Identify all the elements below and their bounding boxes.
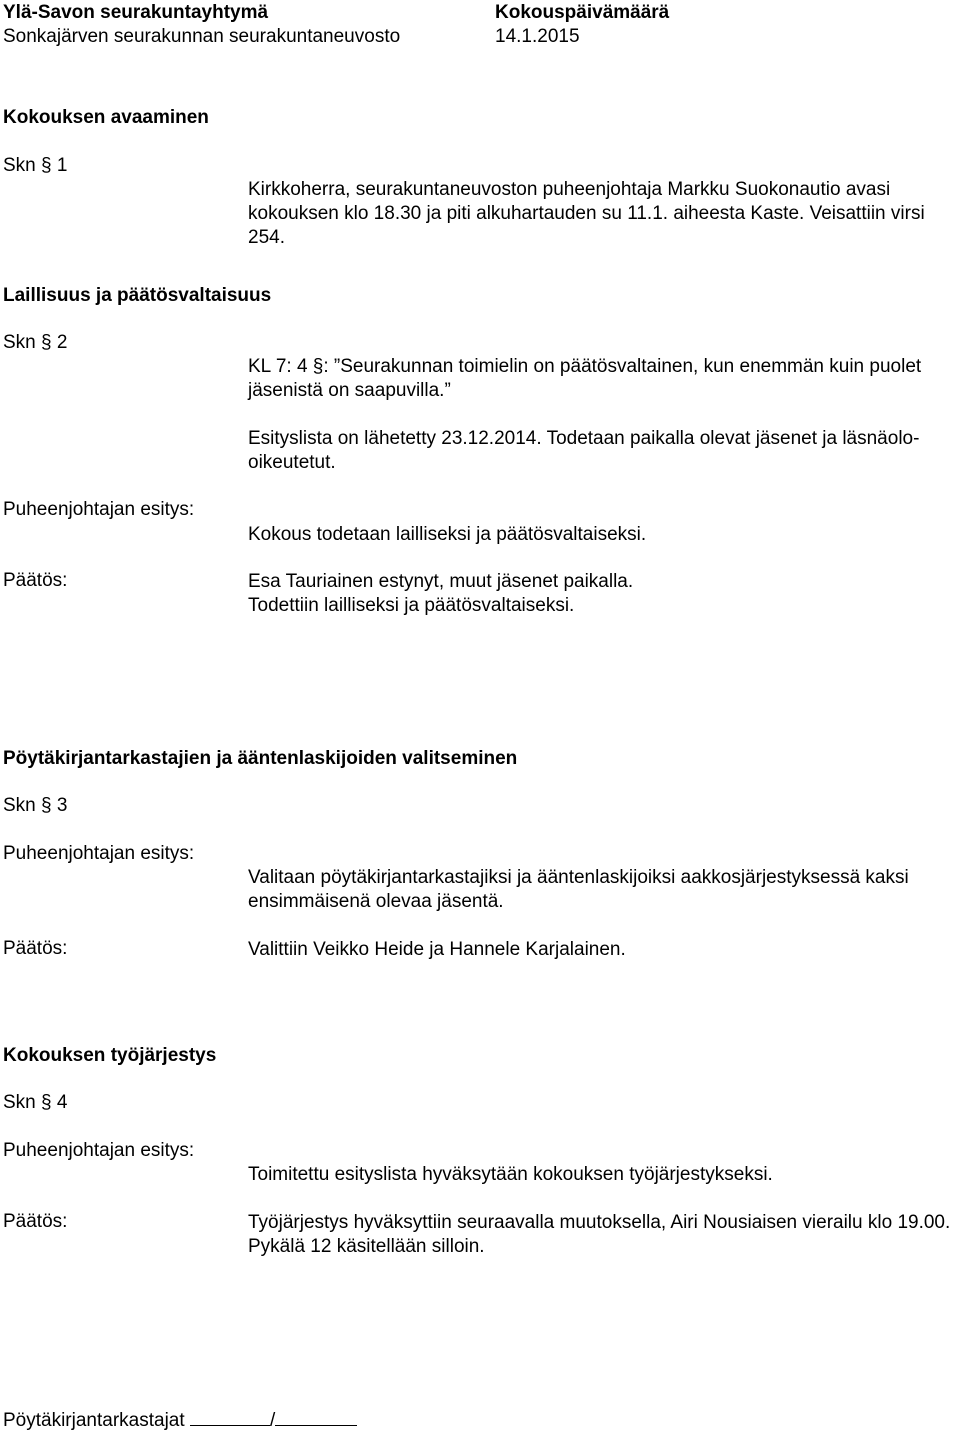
section-2-title: Laillisuus ja päätösvaltaisuus [3, 285, 272, 306]
section-3-number: Skn § 3 [3, 795, 68, 816]
section-4-proposal: Toimitettu esityslista hyväksytään kokouksen työjärjestykseksi. [248, 1164, 773, 1185]
signature-separator: / [269, 1410, 276, 1431]
section-2-decision: Esa Tauriainen estynyt, muut jäsenet paikalla. Todettiin lailliseksi ja päätösvaltaiseksi. [248, 571, 634, 616]
organization-name: Ylä-Savon seurakuntayhtymä [3, 2, 269, 23]
reviewers-label: Pöytäkirjantarkastajat [3, 1410, 185, 1431]
section-4-title: Kokouksen työjärjestys [3, 1045, 217, 1066]
section-2-text-agenda: Esityslista on lähetetty 23.12.2014. Todetaan paikalla olevat jäsenet ja läsnäolo-oikeutetut. [248, 428, 920, 473]
meeting-date: 14.1.2015 [495, 26, 580, 47]
section-2-proposal: Kokous todetaan lailliseksi ja päätösvaltaiseksi. [248, 524, 647, 545]
signature-blank-2 [275, 1411, 357, 1426]
signature-line [3, 1410, 357, 1432]
section-3-proposal-label: Puheenjohtajan esitys: [3, 843, 195, 864]
section-3-decision-label: Päätös: [3, 938, 68, 959]
section-4-proposal-label: Puheenjohtajan esitys: [3, 1140, 195, 1161]
section-1-number: Skn § 1 [3, 155, 68, 176]
section-1-title: Kokouksen avaaminen [3, 107, 209, 128]
section-2-proposal-label: Puheenjohtajan esitys: [3, 499, 195, 520]
section-3-proposal: Valitaan pöytäkirjantarkastajiksi ja ääntenlaskijoiksi aakkosjärjestyksessä kaksi ensimmäisenä olevaa jäsentä. [248, 867, 909, 912]
section-2-decision-label: Päätös: [3, 570, 68, 591]
section-2-number: Skn § 2 [3, 332, 68, 353]
section-4-number: Skn § 4 [3, 1092, 68, 1113]
council-name: Sonkajärven seurakunnan seurakuntaneuvosto [3, 26, 401, 47]
meeting-date-label: Kokouspäivämäärä [495, 2, 670, 23]
section-2-text-law: KL 7: 4 §: ”Seurakunnan toimielin on päätösvaltainen, kun enemmän kuin puolet jäsenistä on saapuvilla.” [248, 356, 922, 401]
section-4-decision: Työjärjestys hyväksyttiin seuraavalla muutoksella, Airi Nousiaisen vierailu klo 19.00. Pykälä 12 käsitellään silloin. [248, 1212, 951, 1257]
section-3-decision: Valittiin Veikko Heide ja Hannele Karjalainen. [248, 939, 626, 960]
section-4-decision-label: Päätös: [3, 1211, 68, 1232]
signature-blank-1 [190, 1411, 270, 1426]
section-1-text: Kirkkoherra, seurakuntaneuvoston puheenjohtaja Markku Suokonautio avasi kokouksen klo 18.30 ja piti alkuhartauden su 11.1. aiheesta Kaste. Veisattiin virsi 254. [248, 179, 925, 248]
section-3-title: Pöytäkirjantarkastajien ja ääntenlaskijoiden valitseminen [3, 748, 518, 769]
